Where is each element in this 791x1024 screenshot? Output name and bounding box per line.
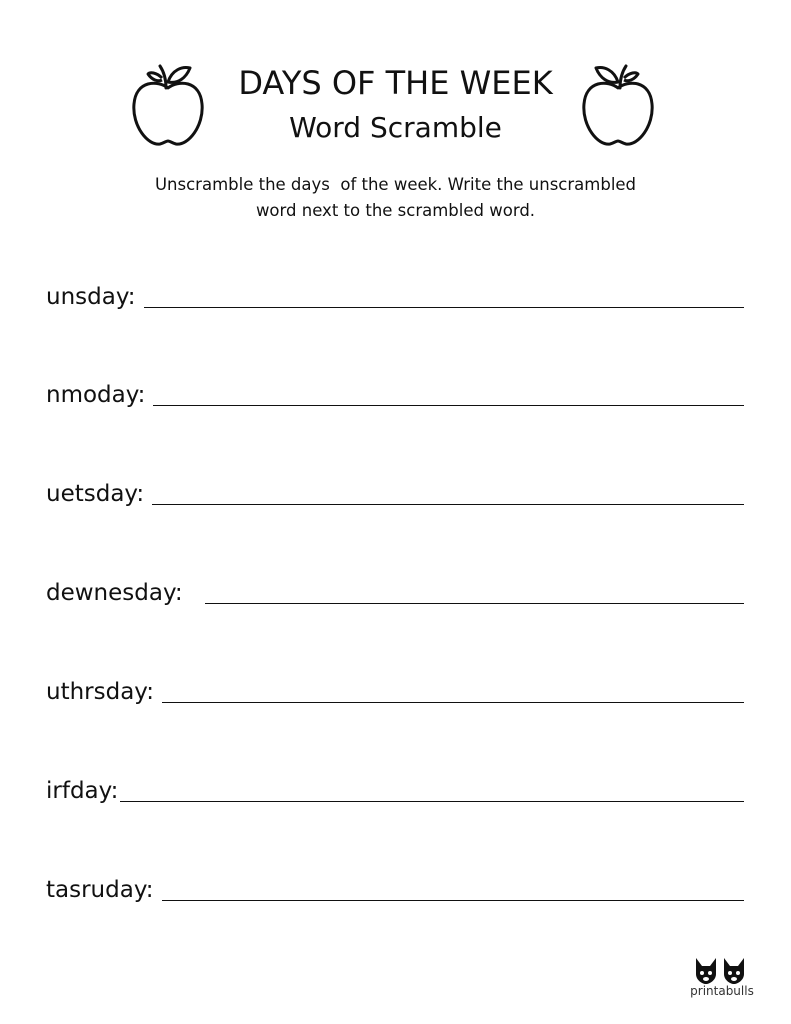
scramble-row (46, 469, 744, 509)
answer-line[interactable] (153, 405, 744, 406)
answer-line[interactable] (144, 307, 744, 308)
scrambled-word: uthrsday: (46, 679, 154, 705)
brand-text: printabulls (690, 984, 754, 998)
answer-line[interactable] (162, 900, 744, 901)
instructions (0, 172, 791, 224)
answer-line[interactable] (205, 603, 744, 604)
scrambled-word: nmoday: (46, 382, 146, 408)
page-title: DAYS OF THE WEEK (238, 64, 553, 102)
scramble-row (46, 568, 744, 608)
scrambled-word: tasruday: (46, 877, 154, 903)
scrambled-word: uetsday: (46, 481, 145, 507)
printabulls-logo (682, 952, 762, 1002)
scramble-row (46, 667, 744, 707)
instructions-line: word next to the scrambled word. (255, 201, 536, 220)
answer-line[interactable] (120, 801, 744, 802)
answer-line[interactable] (162, 702, 744, 703)
page-subtitle: Word Scramble (289, 111, 502, 144)
scrambled-word: irfday: (46, 778, 119, 804)
scrambled-word: unsday: (46, 284, 136, 310)
answer-line[interactable] (152, 504, 744, 505)
scrambled-word: dewnesday: (46, 580, 198, 606)
scramble-row (46, 370, 744, 410)
instructions-line: Unscramble the days of the week. Write the unscrambled (154, 175, 637, 194)
scramble-row (46, 865, 744, 905)
scramble-row (46, 766, 744, 806)
scramble-row (46, 272, 744, 312)
dog-faces-icon (682, 952, 762, 986)
